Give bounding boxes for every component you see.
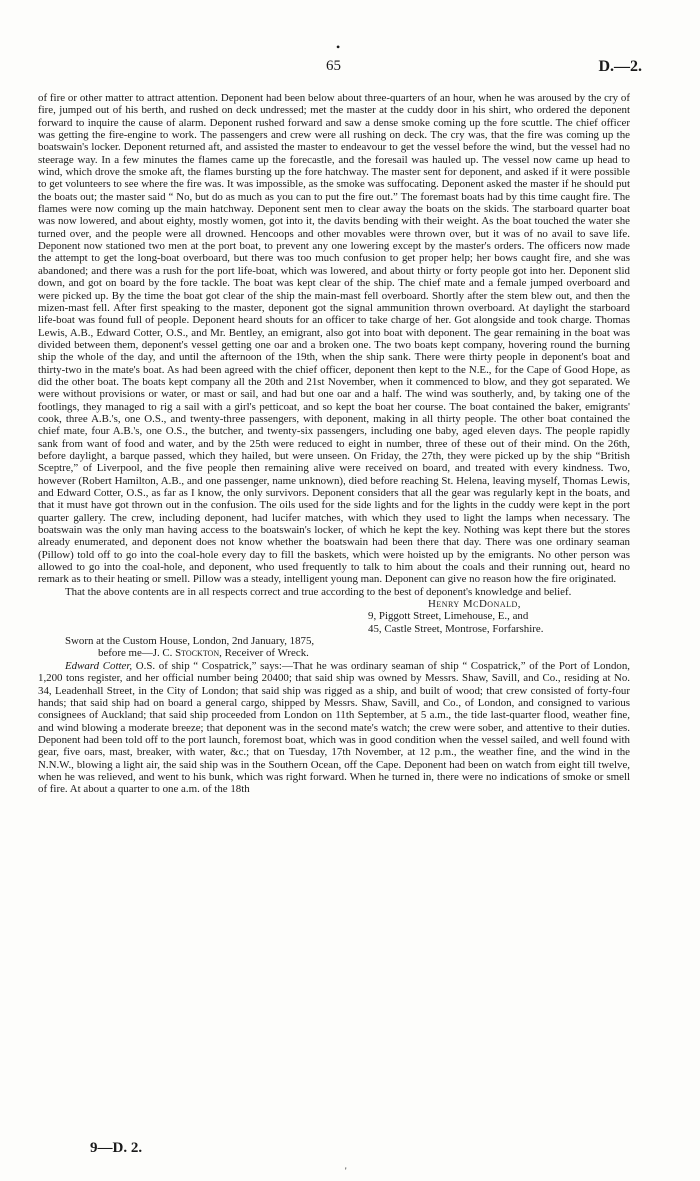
bottom-tick-mark: '	[345, 1166, 347, 1176]
signature-address-line-2: 45, Castle Street, Montrose, Forfarshire.	[368, 622, 544, 635]
paragraph-deposition: of fire or other matter to attract attention. Deponent had been below about three-quarters of an hour, when he was aroused by the cry of fire, jumped out of his berth, and rushed on deck undressed; met the master at the cuddy door in his shirt, who ordered the deponent forward to inquire the cause of alarm. Deponent rushed forward and saw a dense smoke coming up the fore scuttle. The chief officer was getting the fire-engine to work. The passengers and crew were all rushing on deck. The cry was, that the fire was coming up the boatswain's locker. Deponent returned aft, and assisted the master to endeavour to get the vessel before the wind, but the vessel had no steerage way. In a few minutes the flames came up the forecastle, and the foresail was hauled up. The vessel now came up head to wind, which drove the smoke aft, the flames bursting up the fore hatchway. The master sent for deponent, and asked if it were possible to get volunteers to see where the fire was. It was impossible, as the smoke was suffocating. Deponent asked the master if he should put the boats out; the master said “ No, but do as much as you can to put the fire out.” The foremast boats had by this time caught fire. The flames were now coming up the main hatchway. Deponent sent men to clear away the boats on the skids. The starboard quarter boat was now lowered, and about eighty, mostly women, got into it, the davits bending with their weight. As the boat touched the water she turned over, and the people were all drowned. Hencoops and other movables were thrown over, but it was of no avail to save life. Deponent now stationed two men at the port boat, to prevent any one lowering except by the master's orders. The officers now made the attempt to get the long-boat overboard, but there was too much confusion to get proper help; her bows caught fire, and she was abandoned; and there was a rush for the port life-boat, which was lowered, and about thirty or forty people got into her. Deponent slid down, and got on board by the fore tackle. The boat was kept clear of the ship. The chief mate and a female jumped overboard and were picked up. By the time the boat got clear of the ship the main-mast fell overboard. Shortly after the stem blew out, and then the mizen-mast fell. After first speaking to the master, deponent got the signal ammunition thrown overboard. At daylight the starboard life-boat was found full of people. Deponent heard shouts for an officer to take charge of her. Got alongside and took charge. Thomas Lewis, A.B., Edward Cotter, O.S., and Mr. Bentley, an emigrant, also got into boat with deponent. The gear remaining in the boat was divided between them, deponent's vessel getting one oar and a broken one. The two boats kept company, hovering round the burning ship the whole of the day, and until the afternoon of the 19th, when the ship sank. There were thirty people in deponent's boat and thirty-two in the mate's boat. As had been agreed with the chief officer, deponent then kept to the N.E., for the Cape of Good Hope, as did the other boat. The boats kept company all the 20th and 21st November, when it commenced to blow, and they got separated. We were without provisions or water, or mast or sail, and had but one oar and a half. The wind was southerly, and, by taking one of the footlings, they managed to rig a sail with a girl's petticoat, and so kept the boat her course. The boat contained the baker, emigrants' cook, three A.B.'s, one O.S., and twenty-three passengers, with deponent, making in all thirty people. The other boat contained the chief mate, four A.B.'s, one O.S., the butcher, and twenty-six passengers, including one baby, aged eleven days. The people rapidly sank from want of food and water, and by the 25th were reduced to eight in number, three of these out of their mind. On the 26th, before daylight, a barque passed, which they hailed, but were unseen. On Friday, the 27th, they were picked up by the ship “British Sceptre,” of Liverpool, and the five people then remaining alive were received on board, and treated with every kindness. Two, however (Robert Hamilton, A.B., and one passenger, name unknown), died before reaching St. Helena, leaving myself, Thomas Lewis, and Edward Cotter, O.S., as far as I know, the only survivors. Deponent considers that all the gear was regularly kept in the boats, and that it must have got thrown out in the confusion. The oils used for the side lights and for the lights in the cuddy were kept in the port quarter gallery. The crew, including deponent, had lucifer matches, with which they used to light the lamps when necessary. The boatswain was the only man having access to the boatswain's locker, of which he kept the key. Nothing was kept there but the stores already enumerated, and deponent does not know whether the boatswain had been there that day. There was one ordinary seaman (Pillow) told off to go into the coal-hole every day to fill the baskets, which were hoisted up by the emigrants. No other person was allowed to go into the coal-hole, and deponent, who used frequently to talk to him about the coals and their running out, heard no remark as to their heating or smell. Pillow was a steady, intelligent young man. Deponent can give no reason how the fire originated.	[38, 92, 630, 586]
signature-address-line-1: 9, Piggott Street, Limehouse, E., and	[368, 610, 529, 623]
paragraph-cotter-deposition	[38, 660, 630, 796]
sworn-statement: Sworn at the Custom House, London, 2nd January, 1875,	[65, 635, 315, 648]
receiver-prefix: before me—	[98, 647, 153, 660]
receiver-line	[98, 647, 630, 659]
sheet-reference: D.—2.	[598, 58, 642, 75]
paragraph-affirmation: That the above contents are in all respects correct and true according to the best of deponent's knowledge and belief.	[65, 585, 572, 598]
signature-mark: 9—D. 2.	[90, 1140, 143, 1156]
document-body	[38, 92, 630, 796]
receiver-title: Receiver of Wreck.	[221, 647, 309, 660]
page-dot: •	[336, 40, 341, 54]
signature-name: Henry McDonald,	[428, 598, 522, 611]
page-number: 65	[326, 58, 341, 74]
receiver-name: J. C. Stockton,	[152, 647, 222, 660]
speaker-name: Edward Cotter,	[65, 659, 133, 672]
cotter-deposition-text: O.S. of ship “ Cospatrick,” says:—That he was ordinary seaman of ship “ Cospatrick,” of the Port of London, 1,200 tons register, and her official number being 20400; that said ship was owned by Messrs. Shaw, Savill, and Co., residing at No. 34, Leadenhall Street, in the City of London; that said ship was rigged as a ship, and built of wood; that crew consisted of forty-four hands; that said ship had on board a general cargo, shipped by Messrs. Shaw, Savill, and Co., of London, and consigned to various consignees of Auckland; that said ship proceeded from London on 11th September, at 5 a.m., the tide last-quarter flood, weather fine, and wind blowing a moderate breeze; that deponent was in the second mate's watch; the crew were sober, and attentive to their duties. Deponent had been told off to the port launch, foremost boat, which was in good condition when the vessel sailed, and well found with gear, five oars, mast, breaker, with water, &c.; that on Tuesday, 17th November, at 12 p.m., the weather fine, and the wind in the N.N.W., blowing a light air, the said ship was in the Southern Ocean, off the Cape. Deponent had been on watch from eight till twelve, when he was relieved, and went to his bunk, which was right forward. When he turned in, there were no indications of smoke or smell of fire. At about a quarter to one a.m. of the 18th	[38, 659, 630, 796]
